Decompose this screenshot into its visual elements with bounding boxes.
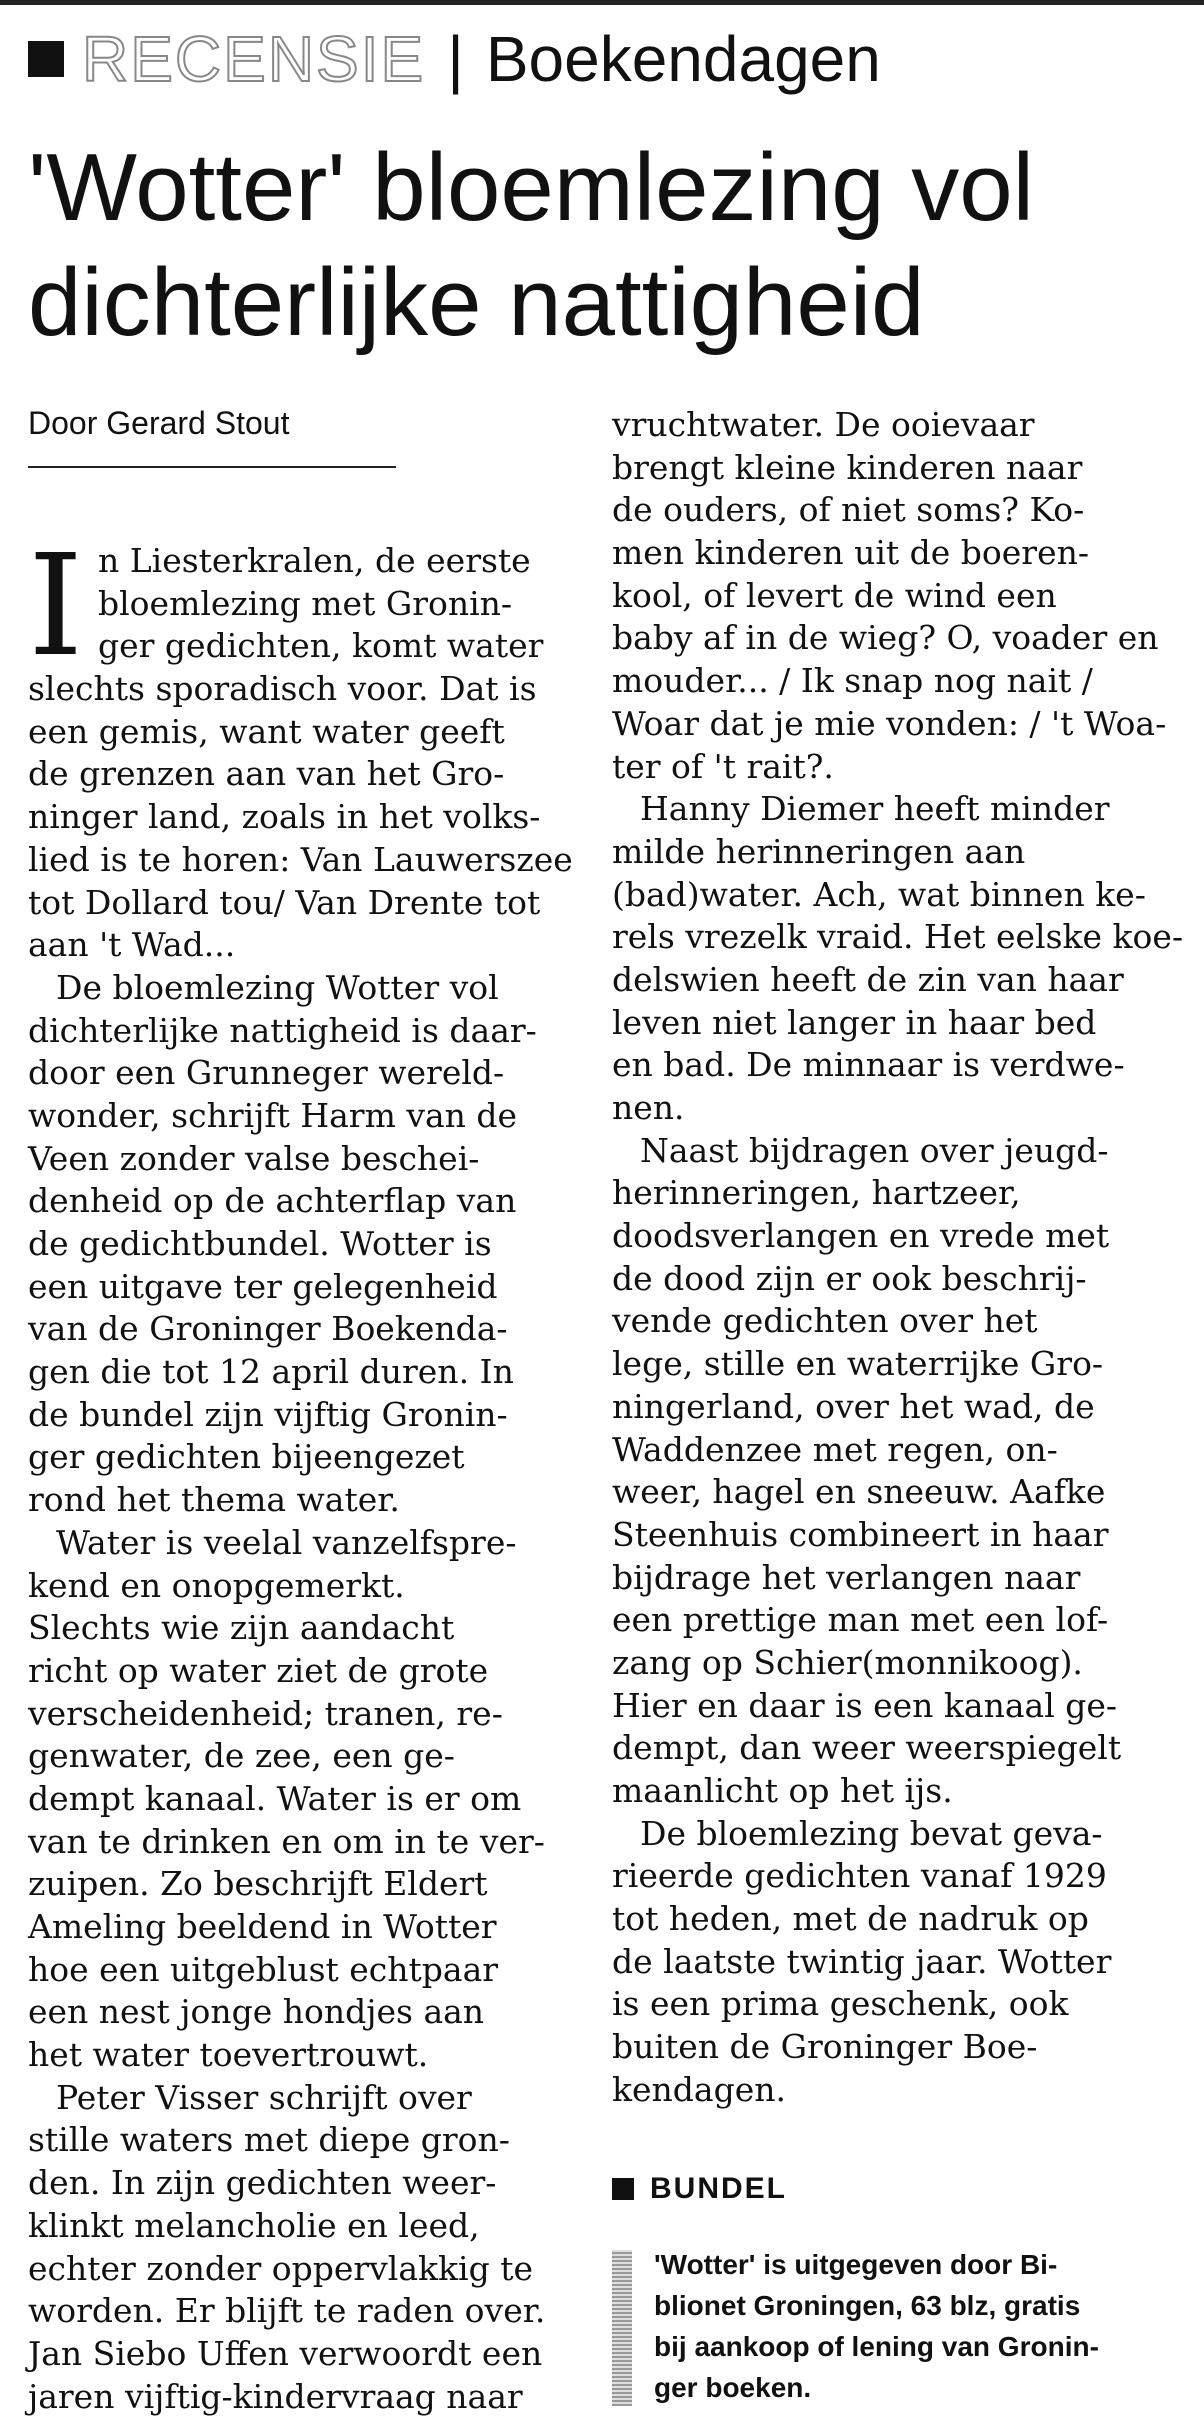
text-line: hoe een uitgeblust echtpaar — [28, 1949, 499, 1989]
text-line: rond het thema water. — [28, 1480, 400, 1520]
text-line: ger gedichten bijeengezet — [28, 1437, 465, 1477]
text-line: buiten de Groninger Boe- — [612, 2027, 1038, 2067]
text-line: kend en onopgemerkt. — [28, 1565, 405, 1605]
text-line: de ouders, of niet soms? Ko- — [612, 490, 1085, 530]
text-line: brengt kleine kinderen naar — [612, 447, 1083, 487]
text-line: stille waters met diepe gron- — [28, 2120, 510, 2160]
text-line: van te drinken en om in te ver- — [28, 1821, 545, 1861]
text-line: en bad. De minnaar is verdwe- — [612, 1045, 1125, 1085]
text-line: slechts sporadisch voor. Dat is — [28, 669, 537, 709]
text-line: is een prima geschenk, ook — [612, 1984, 1069, 2024]
text-line: van de Groninger Boekenda- — [28, 1309, 508, 1349]
text-line: zang op Schier(monnikoog). — [612, 1642, 1083, 1682]
top-rule — [0, 0, 1204, 5]
text-line: een gemis, want water geeft — [28, 711, 505, 751]
text-line: een prettige man met een lof- — [612, 1600, 1109, 1640]
text-line: ger gedichten, komt water — [98, 626, 544, 666]
text-line: de dood zijn er ook beschrij- — [612, 1258, 1087, 1298]
text-line: bijdrage het verlangen naar — [612, 1557, 1081, 1597]
text-line: zuipen. Zo beschrijft Eldert — [28, 1864, 488, 1904]
text-line: tot Dollard tou/ Van Drente tot — [28, 882, 541, 922]
text-line: maanlicht op het ijs. — [612, 1771, 953, 1810]
text-line: leven niet langer in haar bed — [612, 1002, 1097, 1042]
text-line: Waddenzee met regen, on- — [612, 1429, 1058, 1469]
info-line: ger boeken. — [654, 2372, 812, 2403]
text-line: Jan Siebo Uffen verwoordt een — [28, 2333, 543, 2373]
text-line: weer, hagel en sneeuw. Aafke — [612, 1472, 1106, 1512]
text-line: delswien heeft de zin van haar — [612, 959, 1124, 999]
info-line: blionet Groningen, 63 blz, gratis — [654, 2290, 1081, 2321]
text-line: kool, of levert de wind een — [612, 575, 1057, 615]
text-line: (bad)water. Ach, wat binnen ke- — [612, 874, 1146, 914]
article-headline — [28, 130, 1178, 360]
text-line: dempt, dan weer weerspiegelt — [612, 1728, 1122, 1768]
text-line: gen die tot 12 april duren. In — [28, 1352, 514, 1392]
text-line: ter of 't rait?. — [612, 746, 834, 786]
text-line: klinkt melancholie en leed, — [28, 2205, 480, 2245]
byline-rule — [28, 466, 396, 468]
text-line: aan 't Wad... — [28, 925, 236, 965]
info-box-heading — [612, 2172, 787, 2206]
text-line: Steenhuis combineert in haar — [612, 1514, 1109, 1554]
text-line: rels vrezelk vraid. Het eelske koe- — [612, 917, 1184, 957]
text-line: Ameling beeldend in Wotter — [28, 1907, 497, 1946]
text-line: richt op water ziet de grote — [28, 1650, 489, 1690]
text-line: de bundel zijn vijftig Gronin- — [28, 1394, 508, 1434]
info-box — [612, 2244, 1182, 2412]
text-line: door een Grunneger wereld- — [28, 1053, 505, 1093]
right-column — [612, 404, 1182, 2112]
info-line: bij aankoop of lening van Gronin- — [654, 2331, 1099, 2362]
headline-line: 'Wotter' bloemlezing vol — [28, 134, 1034, 241]
text-line: n Liesterkralen, de eerste — [98, 541, 531, 580]
text-line: mouder... / Ik snap nog nait / — [612, 661, 1093, 701]
drop-cap: I — [28, 525, 84, 688]
text-line: dichterlijke nattigheid is daar- — [28, 1010, 537, 1050]
text-line: lege, stille en waterrijke Gro- — [612, 1344, 1104, 1384]
text-line: wonder, schrijft Harm van de — [28, 1095, 518, 1135]
left-column — [28, 525, 584, 2418]
text-line: denheid op de achterflap van — [28, 1181, 517, 1221]
text-line: rieerde gedichten vanaf 1929 — [612, 1856, 1107, 1896]
text-line: jaren vijftig-kindervraag naar — [28, 2376, 523, 2416]
section-kicker — [28, 14, 881, 104]
text-line: Veen zonder valse beschei- — [28, 1138, 480, 1178]
text-line: Slechts wie zijn aandacht — [28, 1608, 455, 1648]
text-line: kendagen. — [612, 2069, 786, 2109]
heading-square-icon — [612, 2178, 634, 2200]
text-line: milde herinneringen aan — [612, 831, 1026, 871]
text-line: echter zonder oppervlakkig te — [28, 2248, 533, 2288]
text-line: Naast bijdragen over jeugd- — [640, 1130, 1109, 1170]
text-line: een nest jonge hondjes aan — [28, 1992, 485, 2032]
text-line: een uitgave ter gelegenheid — [28, 1266, 498, 1306]
text-line: dempt kanaal. Water is er om — [28, 1778, 522, 1818]
text-line: Hier en daar is een kanaal ge- — [612, 1685, 1118, 1725]
text-line: het water toevertrouwt. — [28, 2035, 429, 2075]
text-line: de laatste twintig jaar. Wotter — [612, 1941, 1112, 1981]
text-line: ninger land, zoals in het volks- — [28, 797, 541, 837]
info-box-title: BUNDEL — [650, 2172, 787, 2205]
text-line: den. In zijn gedichten weer- — [28, 2163, 497, 2203]
text-line: Woar dat je mie vonden: / 't Woa- — [612, 703, 1167, 743]
text-line: ningerland, over het wad, de — [612, 1386, 1095, 1426]
text-line: Water is veelal vanzelfspre- — [56, 1522, 517, 1562]
text-line: vruchtwater. De ooievaar — [612, 405, 1035, 444]
text-line: Peter Visser schrijft over — [56, 2077, 472, 2117]
text-line: de gedichtbundel. Wotter is — [28, 1224, 492, 1263]
text-line: lied is te horen: Van Lauwerszee — [28, 839, 573, 879]
kicker-category: Boekendagen — [485, 23, 881, 95]
text-line: vende gedichten over het — [612, 1301, 1038, 1341]
byline: Door Gerard Stout — [28, 405, 290, 441]
text-line: De bloemlezing bevat geva- — [640, 1813, 1103, 1853]
text-line: herinneringen, hartzeer, — [612, 1173, 1021, 1213]
kicker-label: RECENSIE — [82, 23, 426, 95]
text-line: De bloemlezing Wotter vol — [56, 967, 499, 1007]
text-line: verscheidenheid; tranen, re- — [28, 1693, 503, 1733]
info-line: 'Wotter' is uitgegeven door Bi- — [654, 2249, 1058, 2280]
text-line: tot heden, met de nadruk op — [612, 1899, 1089, 1939]
headline-line: dichterlijke nattigheid — [28, 249, 925, 356]
text-line: doodsverlangen en vrede met — [612, 1216, 1110, 1256]
info-box-text — [654, 2244, 1099, 2408]
text-line: de grenzen aan van het Gro- — [28, 754, 505, 794]
kicker-square-icon — [28, 41, 64, 77]
text-line: worden. Er blijft te raden over. — [28, 2291, 546, 2331]
text-line: nen. — [612, 1088, 685, 1127]
kicker-separator: | — [447, 23, 464, 95]
text-line: genwater, de zee, een ge- — [28, 1736, 455, 1776]
text-line: bloemlezing met Gronin- — [98, 583, 513, 623]
text-line: Hanny Diemer heeft minder — [640, 789, 1110, 829]
text-line: baby af in de wieg? O, voader en — [612, 618, 1159, 658]
info-box-bar — [612, 2250, 632, 2406]
text-line: men kinderen uit de boeren- — [612, 533, 1090, 573]
